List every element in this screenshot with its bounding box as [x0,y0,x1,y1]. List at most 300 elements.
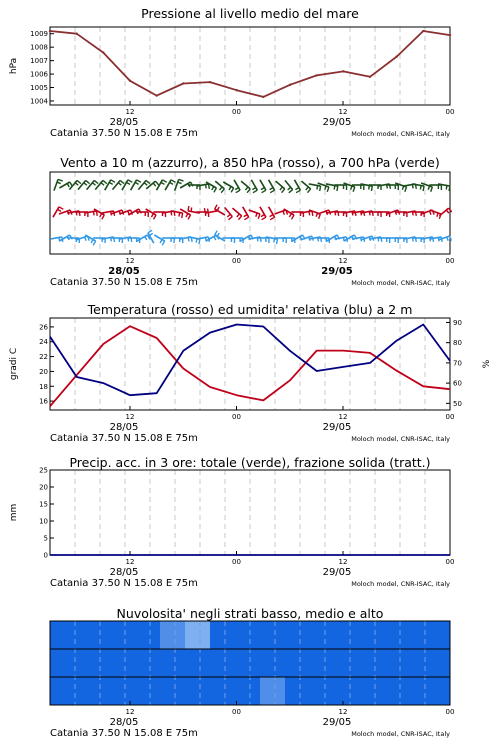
pressure-point [49,30,51,32]
wind-barb-feather [270,188,273,190]
wind-barb-feather [327,187,329,192]
wind-barb-feather [215,205,218,209]
wind-barb [260,207,266,220]
cloud-cell [110,649,115,677]
cloud-cell [290,621,295,649]
wind-barb [94,209,104,219]
cloud-cell [145,649,150,677]
wind-barb-feather [261,188,264,190]
model-label: Moloch model, CNR-ISAC, Italy [351,435,450,443]
cloud-cell [140,621,145,649]
wind-barb-shaft [105,180,111,190]
cloud-cell [315,621,320,649]
wind-barb-feather [334,186,335,190]
wind-barb [335,185,347,190]
wind-barb-feather [430,211,431,215]
cloud-cell [275,621,280,649]
cloud-cell [300,677,305,705]
wind-barb-feather [256,213,257,217]
cloud-cell [410,649,415,677]
wind-barb-feather [317,186,318,190]
cloud-cell [310,677,315,705]
pressure-point [182,82,184,84]
cloud-cell [335,649,340,677]
wind-barb-feather [77,180,81,183]
wind-barb-feather [153,183,156,186]
date-label: 29/05 [322,117,352,128]
wind-barb-feather [262,217,266,220]
wind-barb-feather [353,187,355,192]
cloud-cell [175,621,180,649]
x-tick-label: 12 [338,558,348,566]
cloud-cell [125,649,130,677]
wind-barb-feather [145,237,147,240]
wind-barb-shaft [54,179,58,190]
cloud-cell [260,677,265,705]
cloud-cell [245,677,250,705]
wind-barb [276,181,285,193]
cloud-cell [375,621,380,649]
wind-barb-feather [162,180,166,183]
cloud-cell [110,677,115,705]
y-tick-label: 1008 [30,43,48,52]
wind-barb [85,235,95,245]
cloud-cell [395,677,400,705]
cloud-cell [90,677,95,705]
wind-barb-feather [179,213,180,217]
cloud-cell [230,677,235,705]
wind-barb [260,180,266,193]
wind-barb [412,184,424,191]
cloud-cell [175,649,180,677]
date-label: 28/05 [109,422,139,433]
wind-barb-feather [58,179,63,181]
wind-barb-feather [289,214,291,217]
wind-barb-feather [280,187,283,190]
cloud-cell [90,621,95,649]
wind-barb-shaft [102,211,114,213]
wind-barb [53,207,63,217]
cloud-cell [285,621,290,649]
wind-barb-feather [212,187,214,190]
cloud-cell [265,621,270,649]
cloud-cell [230,621,235,649]
y2-axis-label: % [482,359,492,369]
wind-barb-feather [151,214,153,217]
cloud-cell [210,621,215,649]
cloud-cell [225,649,230,677]
cloud-cell [80,649,85,677]
wind-barb-feather [262,190,266,193]
wind-barb-shaft [309,184,321,186]
wind-barb-feather [84,183,87,186]
wind-barb-feather [238,216,241,220]
cloud-cell [130,649,135,677]
x-tick-label: 12 [125,257,135,265]
cloud-cell [80,677,85,705]
cloud-cell [370,649,375,677]
wind-barb [285,180,293,192]
wind-barb [438,184,450,191]
wind-barb-feather [75,183,78,186]
wind-barb [243,207,249,220]
wind-barb-feather [118,183,121,186]
wind-barb-feather [288,187,291,190]
cloud-cell [230,649,235,677]
pressure-point [102,51,104,53]
cloud-cell [430,621,435,649]
cloud-cell [330,621,335,649]
cloud-cell [340,649,345,677]
wind-barb-feather [316,213,317,217]
x-tick-label: 12 [338,108,348,116]
x-tick-label: 00 [232,257,241,265]
cloud-cell [235,621,240,649]
wind-barb [378,212,390,217]
cloud-cell [180,649,185,677]
y-tick-label: 20 [39,483,48,492]
cloud-cell [120,677,125,705]
wind-barb-feather [182,213,183,218]
cloud-cell [360,649,365,677]
cloud-cell [295,649,300,677]
wind-barb-feather [91,240,93,243]
cloud-cell [405,621,410,649]
wind-barb-feather [428,186,429,190]
y-tick-label: 1006 [30,70,48,79]
cloud-cell [255,621,260,649]
cloud-cell [350,677,355,705]
cloud-cell [215,621,220,649]
wind-barb-feather [337,186,338,191]
wind-barb [136,212,148,217]
wind-barb-feather [162,241,165,245]
cloud-cell [310,649,315,677]
wind-barb-feather [161,182,164,184]
cloud-cell [385,677,390,705]
model-label: Moloch model, CNR-ISAC, Italy [351,730,450,738]
wind-barb [225,207,233,219]
cloud-cell [260,621,265,649]
cloud-cell [270,677,275,705]
cloud-cell [290,677,295,705]
wind-barb-feather [206,184,207,188]
wind-barb-shaft [53,207,59,217]
wind-barb-feather [289,190,293,193]
wind-barb [412,212,424,217]
wind-barb-feather [188,206,189,211]
cloud-cell [410,677,415,705]
cloud-cell [280,677,285,705]
cloud-cell [390,621,395,649]
cloud-cell [275,649,280,677]
chart-title: Precip. acc. in 3 ore: totale (verde), frazione solida (tratt.) [69,455,431,470]
wind-barb-feather [235,188,238,190]
cloud-cell [180,677,185,705]
wind-barb-feather [309,211,310,215]
cloud-cell [305,621,310,649]
cloud-cell [115,677,120,705]
cloud-cell [130,621,135,649]
cloud-cell [55,649,60,677]
wind-barb-feather [103,180,107,183]
wind-barb-feather [92,183,95,186]
chart-title: Nuvolosita' negli strati basso, medio e alto [116,606,384,621]
date-label: 28/05 [108,266,140,277]
date-label: 28/05 [109,717,139,728]
wind-barb-feather [245,187,248,190]
wind-barb-feather [431,187,433,192]
y-tick-label: 18 [39,382,48,391]
wind-barb [175,179,184,190]
cloud-cell [160,621,165,649]
cloud-cell [95,677,100,705]
cloud-cell [425,677,430,705]
cloud-cell [235,649,240,677]
wind-barb-feather [295,188,298,190]
wind-barb-feather [420,186,421,190]
cloud-cell [390,677,395,705]
wind-barb-feather [86,180,90,183]
cloud-cell [335,621,340,649]
cloud-cell [225,677,230,705]
date-label: 28/05 [109,567,139,578]
wind-barb-shaft [94,209,104,215]
chart-title: Temperatura (rosso) ed umidita' relativa (blu) a 2 m [87,302,413,317]
wind-barb-feather [261,215,264,217]
cloud-cell [355,621,360,649]
wind-barb-feather [369,186,370,190]
pressure-point [235,89,237,91]
wind-barb-feather [437,213,438,217]
cloud-cell [305,649,310,677]
location-label: Catania 37.50 N 15.08 E 75m [50,128,198,139]
cloud-cell [380,621,385,649]
cloud-cell [415,677,420,705]
y-tick-label: 1005 [30,84,48,93]
pressure-point [262,96,264,98]
cloud-cell [105,649,110,677]
location-label: Catania 37.50 N 15.08 E 75m [50,578,198,589]
x-tick-label: 00 [445,108,455,116]
cloud-cell [195,649,200,677]
cloud-cell [85,677,90,705]
wind-barb-feather [446,210,449,213]
x-tick-label: 00 [445,558,455,566]
cloud-cell [265,677,270,705]
cloud-cell [425,649,430,677]
wind-barb-feather [270,217,274,220]
cloud-cell [65,677,70,705]
y-tick-label: 10 [39,517,48,526]
cloud-cell [355,677,360,705]
cloud-cell [240,621,245,649]
cloud-cell [135,621,140,649]
wind-barb-feather [320,186,321,191]
cloud-cell [315,649,320,677]
pressure-point [449,34,451,36]
wind-barb [257,238,269,243]
cloud-cell [425,621,430,649]
wind-barb-feather [191,208,192,212]
wind-barb-feather [221,189,224,193]
wind-barb-feather [258,214,260,219]
cloud-cell [330,677,335,705]
y-tick-label: 50 [453,399,462,408]
cloud-cell [280,649,285,677]
cloud-cell [95,649,100,677]
cloud-cell [330,649,335,677]
wind-barb-feather [283,211,284,215]
wind-barb-shaft [335,237,347,239]
cloud-cell [170,677,175,705]
wind-barb-feather [93,241,96,245]
wind-barb-feather [146,180,150,183]
date-label: 29/05 [321,266,353,277]
x-tick-label: 00 [445,708,455,716]
wind-barb-feather [228,217,232,220]
wind-barb [165,180,175,190]
cloud-cell [100,649,105,677]
wind-barb-feather [244,215,247,217]
cloud-cell [340,621,345,649]
pressure-point [395,55,397,57]
cloud-cell [215,677,220,705]
cloud-cell [100,621,105,649]
wind-barb-feather [204,208,205,213]
cloud-cell [420,677,425,705]
cloud-cell [140,677,145,705]
cloud-cell [440,649,445,677]
x-tick-label: 00 [232,108,241,116]
wind-barb-shaft [232,208,241,216]
x-tick-label: 00 [445,413,455,421]
x-tick-label: 12 [338,708,348,716]
wind-barb [269,180,275,193]
wind-barb-shaft [69,180,77,189]
x-tick-label: 00 [232,413,241,421]
wind-barb-shaft [241,181,250,189]
wind-barb-feather [214,237,216,240]
cloud-cell [265,649,270,677]
cloud-cell [400,649,405,677]
cloud-cell [165,649,170,677]
pressure-point [129,80,131,82]
cloud-cell [60,677,65,705]
model-label: Moloch model, CNR-ISAC, Italy [351,279,450,287]
x-tick-label: 12 [125,558,135,566]
cloud-cell [155,677,160,705]
wind-barb-feather [214,188,217,192]
cloud-cell [300,621,305,649]
pressure-point [342,70,344,72]
wind-barb-feather [371,186,372,191]
wind-barb [146,209,156,219]
cloud-cell [385,649,390,677]
cloud-cell [190,677,195,705]
wind-barb-shaft [206,182,216,188]
wind-barb-feather [227,214,230,217]
cloud-cell [250,621,255,649]
cloud-cell [185,621,190,649]
cloud-cell [375,677,380,705]
pressure-point [369,76,371,78]
wind-barb-shaft [352,237,364,239]
wind-barb-feather [220,187,223,190]
wind-barb-feather [405,187,407,192]
wind-barb-feather [423,186,424,191]
wind-barb-feather [231,188,234,192]
wind-barb-feather [102,215,105,219]
x-tick-label: 00 [445,257,455,265]
wind-barb-feather [215,231,218,235]
cloud-cell [115,649,120,677]
wind-barb-feather [199,239,200,244]
cloud-cell [75,677,80,705]
cloud-cell [155,621,160,649]
wind-barb [154,235,164,245]
y-tick-label: 60 [453,379,462,388]
cloud-cell [435,621,440,649]
wind-barb-shaft [50,237,62,239]
cloud-cell [205,621,210,649]
y-tick-label: 0 [43,551,48,560]
cloud-cell [325,677,330,705]
cloud-cell [245,649,250,677]
wind-barb-feather [154,215,157,219]
cloud-cell [260,649,265,677]
wind-barb-feather [229,187,231,190]
cloud-cell [410,621,415,649]
cloud-cell [280,621,285,649]
cloud-cell [130,677,135,705]
wind-barb [301,181,310,193]
wind-barb-shaft [180,209,190,215]
wind-barb-shaft [276,181,285,189]
cloud-cell [320,677,325,705]
cloud-cell [105,677,110,705]
cloud-cell [310,621,315,649]
wind-barb [54,179,63,190]
cloud-cell [60,621,65,649]
cloud-cell [250,677,255,705]
x-tick-label: 12 [125,108,135,116]
location-label: Catania 37.50 N 15.08 E 75m [50,433,198,444]
wind-barb-shaft [412,184,424,186]
wind-barb-feather [307,189,310,193]
y-tick-label: 1004 [30,97,48,106]
location-label: Catania 37.50 N 15.08 E 75m [50,277,198,288]
wind-barb [171,211,183,218]
x-tick-label: 00 [232,708,241,716]
wind-barb-feather [217,233,219,236]
wind-barb-feather [217,207,219,210]
cloud-cell [150,621,155,649]
cloud-cell [200,677,205,705]
wind-barb-feather [282,189,285,193]
cloud-cell [55,677,60,705]
cloud-cell [180,621,185,649]
cloud-cell [385,621,390,649]
cloud-cell [55,621,60,649]
x-tick-label: 00 [232,558,241,566]
cloud-cell [125,677,130,705]
cloud-cell [190,621,195,649]
cloud-cell [365,649,370,677]
wind-barb-shaft [156,180,162,190]
wind-barb-feather [144,183,147,186]
wind-barb-feather [270,215,273,217]
